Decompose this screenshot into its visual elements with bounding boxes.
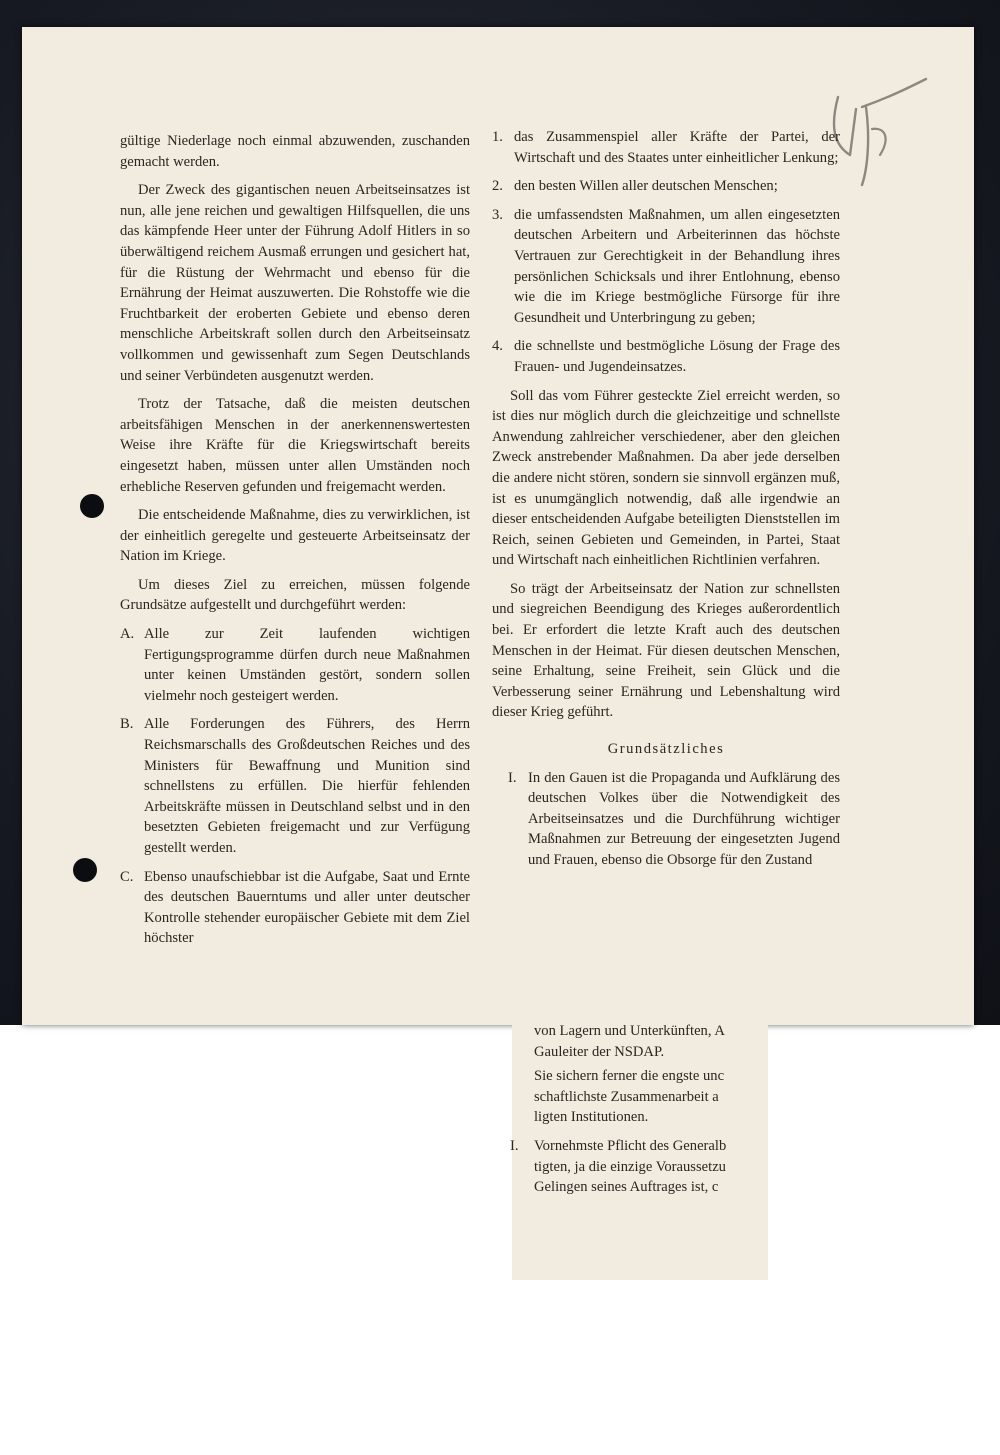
roman-item-1 — [508, 768, 840, 871]
list-text: die schnellste und bestmögliche Lösung der Frage des Frauen- und Jugendeinsatzes. — [514, 338, 840, 375]
punch-hole-bottom — [73, 858, 97, 882]
list-text: Alle Forderungen des Führers, des Herrn Reichsmarschalls des Großdeutschen Reiches und des Ministers für Bewaffnung und Munition sind schnellstens zu erfüllen. Die hierfür fehlenden Arbeitskräfte müssen in Deutschland selbst und in den besetzten Gebieten freigemacht und zur Verfügung gestellt werden. — [144, 716, 470, 856]
section-heading: Grundsätzliches — [607, 741, 725, 758]
numbered-item-3 — [492, 205, 840, 329]
left-paragraph-0: gültige Niederlage noch einmal abzuwenden, zuschanden gemacht werden. — [120, 133, 470, 170]
list-text: In den Gauen ist die Propaganda und Aufklärung des deutschen Volkes über die Notwendigkeit des Arbeitseinsatzes und die Durchführung wichtiger Maßnahmen zur Betreuung der eingesetzten Jugend und Frauen, ebenso die Obsorge für den Zustand — [528, 769, 840, 868]
list-marker: B. — [120, 716, 134, 733]
list-text: Ebenso unaufschiebbar ist die Aufgabe, Saat und Ernte des deutschen Bauerntums und aller unter deutscher Kontrolle stehender europäischer Gebiete mit dem Ziel höchster — [144, 868, 470, 947]
list-marker: I. — [510, 1137, 519, 1154]
left-paragraph-3: Die entscheidende Maßnahme, dies zu verwirklichen, ist der einheitlich geregelte und gesteuerte Arbeitseinsatz der Nation im Kriege. — [120, 507, 470, 565]
right-paragraph-2: So trägt der Arbeitseinsatz der Nation zur schnellsten und siegreichen Beendigung des Krieges außerordentlich bei. Er erfordert die letzte Kraft auch des deutschen Menschen in der Heimat. Für diesen deutschen Menschen, seine Erhaltung, seine Freiheit, sein Glück und die Verbesserung seiner Ernährung und Lebenshaltung wird dieser Krieg geführt. — [492, 580, 840, 721]
right-column — [492, 127, 840, 879]
right-paragraph-1: Soll das vom Führer gesteckte Ziel erreicht werden, so ist dies nur möglich durch die gleichzeitige und schnellste Anwendung zahlreicher verschiedener, aber den gleichen Zweck anstrebender Maßnahmen. Da aber jede derselben die andere nicht stören, sondern sie sinnvoll ergänzen muß, ist es unumgänglich notwendig, daß alle irgendwie an dieser entscheidenden Aufgabe beteiligten Dienststellen im Reich, seinen Gebieten und Gemeinden, in Partei, Staat und Wirtschaft nach einheitlichen Richtlinien verfahren. — [492, 387, 840, 569]
list-marker: 3. — [492, 206, 503, 223]
list-marker: I. — [508, 769, 517, 786]
document-page — [22, 27, 974, 1025]
list-marker: 1. — [492, 129, 503, 145]
list-text: die umfassendsten Maßnahmen, um allen eingesetzten deutschen Arbeitern und Arbeiterinnen das höchste Vertrauen zur Gerechtigkeit in der Behandlung ihres persönlichen Schicksals und ihrer Entlohnung, ebenso wie die im Kriege bestmögliche Fürsorge für ihre Gesundheit und Unterbringung zu geben; — [514, 206, 840, 326]
left-paragraph-4: Um dieses Ziel zu erreichen, müssen folgende Grundsätze aufgestellt und durchgeführt werden: — [120, 576, 470, 614]
left-paragraph-2: Trotz der Tatsache, daß die meisten deutschen arbeitsfähigen Menschen in der anerkennenswertesten Weise ihre Kräfte für die Kriegswirtschaft bereits eingesetzt haben, müssen unter allen Umständen noch erhebliche Reserven gefunden und freigemacht werden. — [120, 396, 470, 495]
list-item-c — [120, 867, 470, 949]
fragment-line: von Lagern und Unterkünften, A — [534, 1023, 725, 1039]
fragment-line: tigten, ja die einzige Voraussetzu — [534, 1158, 726, 1175]
list-text: den besten Willen aller deutschen Menschen; — [514, 178, 778, 195]
numbered-item-2 — [492, 176, 840, 197]
left-paragraph-1: Der Zweck des gigantischen neuen Arbeitseinsatzes ist nun, alle jene reichen und gewaltigen Hilfsquellen, die uns das kämpfende Heer unter der Führung Adolf Hitlers in so überwältigend reichem Ausmaß errungen und gesichert hat, für die Rüstung der Wehrmacht und ebenso für die Ernährung der Heimat auszuwerten. Die Rohstoffe wie die Fruchtbarkeit der eroberten Gebiete und ebenso deren menschliche Arbeitskraft sollen durch den Arbeitseinsatz vollkommen und gewissenhaft zum Segen Deutschlands und seiner Verbündeten ausgenutzt werden. — [120, 182, 470, 384]
list-text: Alle zur Zeit laufenden wichtigen Fertigungsprogramme dürfen durch neue Maßnahmen unter keinen Umständen gestört, sondern sollen vielmehr noch gesteigert werden. — [144, 626, 470, 704]
numbered-item-4 — [492, 336, 840, 377]
fragment-column — [510, 1021, 854, 1198]
fragment-line: Gauleiter der NSDAP. — [534, 1043, 665, 1060]
fragment-line: ligten Institutionen. — [534, 1109, 649, 1126]
roman-item-2 — [510, 1136, 854, 1157]
left-column — [120, 131, 470, 957]
list-marker: A. — [120, 626, 135, 643]
list-marker: C. — [120, 868, 134, 885]
list-item-a — [120, 624, 470, 706]
list-marker: 2. — [492, 178, 503, 195]
fragment-line: Vornehmste Pflicht des Generalb — [534, 1137, 727, 1154]
punch-hole-top — [80, 494, 104, 518]
fragment-line: Gelingen seines Auftrages ist, c — [534, 1179, 719, 1196]
fragment-line: Sie sichern ferner die engste unc — [534, 1068, 725, 1085]
list-marker: 4. — [492, 338, 503, 355]
list-text: das Zusammenspiel aller Kräfte der Partei, der Wirtschaft und des Staates unter einheitlicher Lenkung; — [514, 129, 840, 166]
numbered-item-1 — [492, 127, 840, 168]
list-item-b — [120, 714, 470, 858]
fragment-line: schaftlichste Zusammenarbeit a — [534, 1088, 719, 1105]
page-fragment — [512, 1024, 768, 1280]
